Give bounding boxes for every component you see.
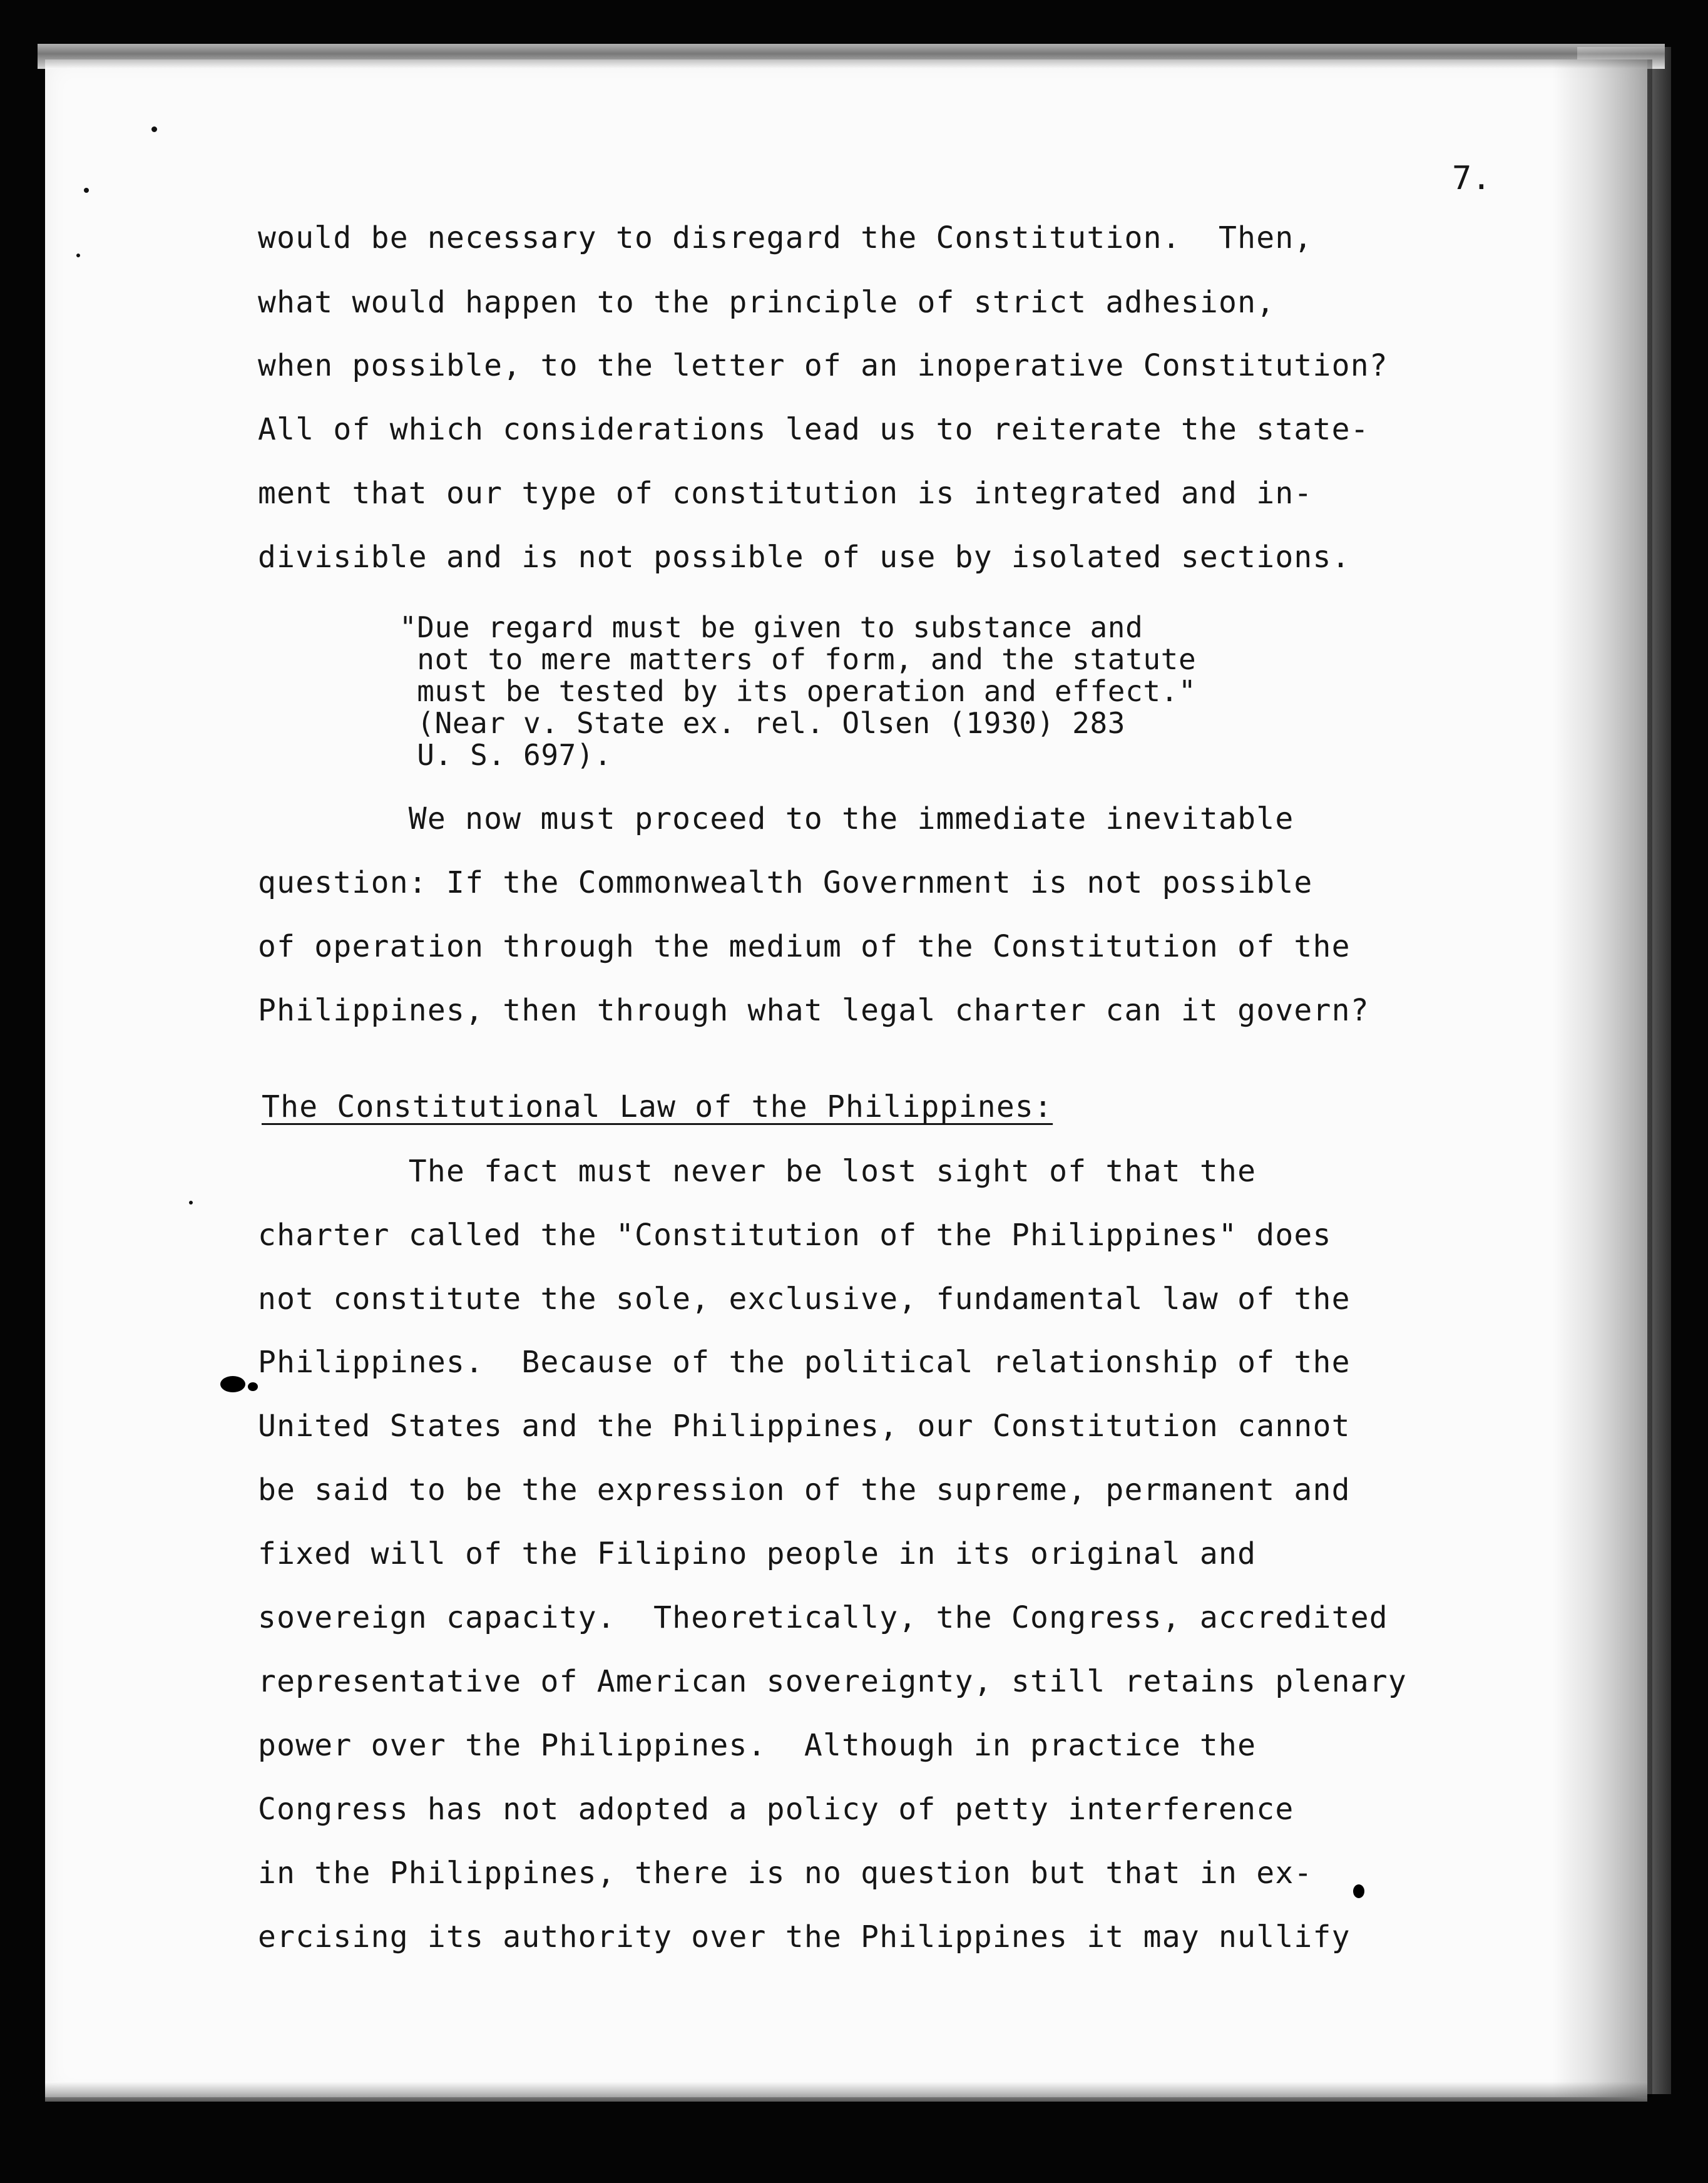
paragraph-1-line: what would happen to the principle of strict adhesion, (258, 285, 1276, 320)
quotation-line: (Near v. State ex. rel. Olsen (1930) 283 (399, 706, 1126, 740)
quotation-line: "Due regard must be given to substance and (399, 610, 1143, 644)
quotation-line: must be tested by its operation and effect." (399, 674, 1197, 708)
right-edge-shadow (1552, 59, 1652, 2097)
paragraph-2-line: of operation through the medium of the Constitution of the (258, 929, 1351, 964)
ink-speck (189, 1201, 193, 1205)
paragraph-3-line: sovereign capacity. Theoretically, the Congress, accredited (258, 1600, 1388, 1635)
paragraph-2-line: Philippines, then through what legal charter can it govern? (258, 993, 1369, 1028)
paragraph-3-line: in the Philippines, there is no question but that in ex- (258, 1856, 1313, 1891)
paragraph-2-line: question: If the Commonwealth Government is not possible (258, 865, 1313, 900)
paragraph-3-line: United States and the Philippines, our Constitution cannot (258, 1409, 1351, 1444)
section-heading: The Constitutional Law of the Philippines: (262, 1089, 1053, 1124)
paragraph-3-line: fixed will of the Filipino people in its original and (258, 1536, 1257, 1571)
quotation-line: U. S. 697). (399, 738, 612, 772)
paragraph-3-line: The fact must never be lost sight of that the (258, 1154, 1257, 1189)
paragraph-3-line: be said to be the expression of the supreme, permanent and (258, 1472, 1351, 1508)
ink-blot (1353, 1884, 1364, 1898)
ink-blot (248, 1382, 258, 1391)
quotation-line: not to mere matters of form, and the statute (399, 642, 1197, 676)
paragraph-1-line: ment that our type of constitution is integrated and in- (258, 476, 1313, 511)
ink-blot (220, 1376, 245, 1392)
paragraph-3-line: Congress has not adopted a policy of petty interference (258, 1792, 1294, 1827)
paragraph-3-line: charter called the "Constitution of the Philippines" does (258, 1218, 1332, 1253)
ink-speck (151, 126, 157, 132)
ink-speck (76, 254, 80, 257)
ink-speck (84, 188, 89, 193)
paragraph-2-line: We now must proceed to the immediate inevitable (258, 801, 1294, 836)
paragraph-1-line: would be necessary to disregard the Constitution. Then, (258, 220, 1313, 255)
bottom-edge-shadow (45, 2082, 1647, 2102)
top-edge-shadow (38, 44, 1665, 69)
paragraph-3-line: not constitute the sole, exclusive, fundamental law of the (258, 1282, 1351, 1317)
paragraph-1-line: All of which considerations lead us to reiterate the state- (258, 412, 1369, 447)
page-number: 7. (1452, 160, 1491, 197)
paragraph-3-line: ercising its authority over the Philippines it may nullify (258, 1919, 1351, 1954)
paragraph-3-line: power over the Philippines. Although in practice the (258, 1728, 1257, 1763)
paragraph-1-line: divisible and is not possible of use by isolated sections. (258, 540, 1351, 575)
paragraph-1-line: when possible, to the letter of an inoperative Constitution? (258, 348, 1388, 383)
paragraph-3-line: Philippines. Because of the political relationship of the (258, 1345, 1351, 1380)
paragraph-3-line: representative of American sovereignty, still retains plenary (258, 1664, 1408, 1699)
